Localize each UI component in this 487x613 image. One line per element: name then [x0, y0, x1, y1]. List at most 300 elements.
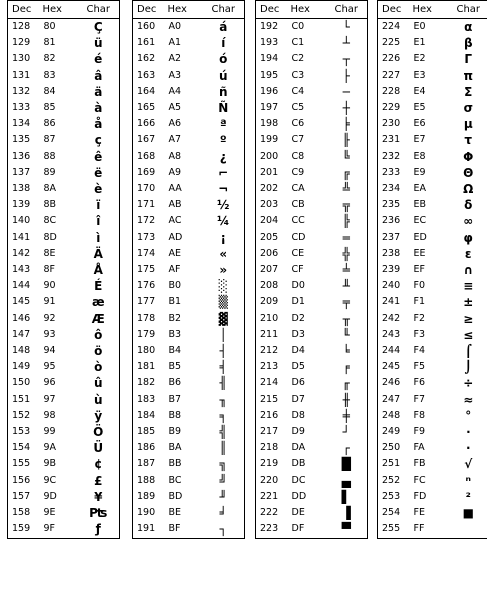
char-cell: ░ [218, 279, 228, 294]
dec-cell: 218 [260, 442, 279, 454]
hex-cell: F3 [413, 328, 426, 340]
hex-cell: BC [168, 474, 182, 486]
dec-cell: 171 [137, 199, 156, 211]
table-row [378, 149, 487, 165]
char-cell: · [465, 441, 471, 456]
hex-cell: AB [168, 199, 182, 211]
char-cell: ≤ [463, 327, 474, 342]
dec-cell: 175 [137, 264, 156, 276]
table-row [256, 456, 368, 472]
dec-cell: 242 [382, 312, 401, 324]
char-cell: ╢ [219, 376, 227, 391]
char-cell: ╧ [342, 263, 350, 278]
dec-cell: 249 [382, 426, 401, 438]
hex-cell: A0 [168, 21, 182, 32]
char-cell: φ [463, 230, 473, 245]
dec-cell: 177 [137, 296, 156, 308]
hex-cell: FC [413, 474, 426, 486]
dec-cell: 161 [137, 37, 156, 49]
dec-cell: 245 [382, 361, 401, 373]
table-row [8, 408, 120, 424]
char-cell: ° [465, 408, 472, 423]
char-cell: Ä [93, 246, 103, 261]
table-row [133, 149, 245, 165]
char-cell: Æ [91, 311, 105, 326]
char-cell: ╩ [342, 182, 350, 197]
hex-cell: EE [413, 247, 426, 259]
dec-cell: 141 [12, 231, 31, 243]
hex-cell: C3 [291, 69, 305, 81]
table-row [256, 311, 368, 327]
char-cell: ╪ [342, 408, 350, 423]
table-row [256, 213, 368, 229]
table-row [8, 327, 120, 343]
table-row [256, 424, 368, 440]
char-cell: ÿ [94, 408, 103, 423]
column-header-char: Char [448, 1, 487, 19]
dec-cell: 197 [260, 102, 279, 114]
hex-cell: 8F [43, 264, 56, 276]
dec-cell: 204 [260, 215, 279, 227]
table-row [378, 278, 487, 294]
hex-cell: 95 [43, 361, 56, 373]
char-cell: ╜ [219, 489, 227, 504]
char-cell: ┐ [219, 522, 227, 537]
table-row [8, 116, 120, 132]
dec-cell: 209 [260, 296, 279, 308]
hex-cell: E6 [413, 118, 426, 130]
char-cell: µ [463, 117, 473, 132]
table-row [378, 213, 487, 229]
dec-cell: 190 [137, 507, 156, 519]
table-row [8, 521, 120, 538]
dec-cell: 166 [137, 118, 156, 130]
dec-cell: 247 [382, 393, 401, 405]
dec-cell: 216 [260, 409, 279, 421]
table-row [8, 311, 120, 327]
char-cell: Σ [464, 84, 473, 99]
dec-cell: 223 [260, 523, 279, 535]
table-row [378, 294, 487, 310]
dec-cell: 186 [137, 442, 156, 454]
table-header-row [8, 1, 120, 19]
hex-cell: AD [168, 231, 183, 243]
hex-cell: 85 [43, 102, 56, 114]
hex-cell: D1 [291, 296, 305, 308]
column-header-dec: Dec [378, 1, 413, 19]
hex-cell: 91 [43, 296, 56, 308]
table-row [8, 343, 120, 359]
char-cell: ú [218, 68, 228, 83]
dec-cell: 232 [382, 150, 401, 162]
hex-cell: CD [291, 231, 306, 243]
dec-cell: 213 [260, 361, 279, 373]
dec-cell: 131 [12, 69, 31, 81]
hex-cell: C2 [291, 53, 305, 65]
table-row [256, 149, 368, 165]
dec-cell: 221 [260, 490, 279, 502]
hex-cell: BE [168, 507, 182, 519]
table-row [133, 181, 245, 197]
table-row [8, 181, 120, 197]
char-cell: τ [464, 133, 473, 148]
hex-cell: B9 [168, 426, 182, 438]
hex-cell: D7 [291, 393, 305, 405]
char-cell: ü [93, 36, 103, 51]
hex-cell: EB [413, 199, 427, 211]
hex-cell: DD [291, 490, 307, 502]
hex-cell: F9 [413, 426, 426, 438]
char-cell: ² [465, 489, 471, 504]
char-cell: æ [91, 295, 105, 310]
hex-cell: A1 [168, 37, 182, 49]
hex-cell: D4 [291, 345, 305, 357]
hex-cell: 89 [43, 166, 56, 178]
char-cell: ö [94, 344, 103, 359]
char-cell: ╡ [219, 360, 227, 375]
table-row [8, 505, 120, 521]
hex-cell: 94 [43, 345, 56, 357]
dec-cell: 182 [137, 377, 156, 389]
table-row [378, 100, 487, 116]
dec-cell: 246 [382, 377, 401, 389]
char-cell: ¡ [220, 230, 226, 245]
dec-cell: 133 [12, 102, 31, 114]
dec-cell: 198 [260, 118, 279, 130]
char-cell: » [219, 263, 228, 278]
char-cell: ▓ [218, 311, 228, 326]
table-row [256, 68, 368, 84]
char-cell: Ç [93, 20, 103, 34]
char-cell: ⌐ [218, 165, 229, 180]
dec-cell: 208 [260, 280, 279, 292]
hex-cell: B7 [168, 393, 182, 405]
table-row [8, 246, 120, 262]
table-row [378, 521, 487, 538]
dec-cell: 143 [12, 264, 31, 276]
char-cell [448, 521, 487, 538]
char-cell: ▐ [341, 506, 351, 521]
dec-cell: 202 [260, 183, 279, 195]
table-row [133, 246, 245, 262]
dec-cell: 128 [12, 21, 31, 32]
char-cell: ƒ [95, 522, 101, 537]
dec-cell: 212 [260, 345, 279, 357]
table-row [256, 116, 368, 132]
table-row [378, 489, 487, 505]
char-cell: ╣ [219, 425, 227, 440]
char-cell: î [96, 214, 101, 229]
hex-cell: E7 [413, 134, 426, 146]
hex-cell: E4 [413, 85, 426, 97]
table-row [8, 230, 120, 246]
hex-cell: FE [413, 507, 425, 519]
dec-cell: 185 [137, 426, 156, 438]
char-cell: ╙ [342, 327, 350, 342]
char-cell: ╨ [342, 279, 350, 294]
table-row [133, 165, 245, 181]
hex-cell: 9D [43, 490, 57, 502]
hex-cell: 99 [43, 426, 56, 438]
hex-cell: C4 [291, 85, 305, 97]
hex-cell: A8 [168, 150, 182, 162]
hex-cell: AF [168, 264, 181, 276]
char-cell: ç [94, 133, 102, 148]
table-row [378, 343, 487, 359]
table-row [378, 51, 487, 67]
hex-cell: E9 [413, 166, 426, 178]
dec-cell: 187 [137, 458, 156, 470]
char-cell: ■ [462, 506, 474, 521]
column-header-dec: Dec [256, 1, 291, 19]
hex-cell: 93 [43, 328, 56, 340]
char-cell: ┌ [342, 441, 350, 456]
table-row [256, 19, 368, 36]
char-cell: ÷ [463, 376, 474, 391]
table-row [8, 51, 120, 67]
char-cell: π [463, 68, 473, 83]
char-cell: ╟ [342, 133, 350, 148]
table-row [8, 424, 120, 440]
hex-cell: FD [413, 490, 427, 502]
table-row [378, 181, 487, 197]
dec-cell: 210 [260, 312, 279, 324]
hex-cell: F0 [413, 280, 426, 292]
char-cell: ┤ [219, 344, 227, 359]
table-row [256, 197, 368, 213]
dec-cell: 250 [382, 442, 401, 454]
table-row [378, 84, 487, 100]
hex-cell: EA [413, 183, 427, 195]
dec-cell: 238 [382, 247, 401, 259]
hex-cell: 8D [43, 231, 57, 243]
table-row [133, 327, 245, 343]
hex-cell: BB [168, 458, 182, 470]
dec-cell: 254 [382, 507, 401, 519]
dec-cell: 224 [382, 21, 401, 32]
dec-cell: 234 [382, 183, 401, 195]
dec-cell: 137 [12, 166, 31, 178]
table-row [133, 132, 245, 148]
table-row [256, 392, 368, 408]
char-cell: ╠ [342, 214, 350, 229]
table-row [133, 294, 245, 310]
table-row [133, 343, 245, 359]
char-cell: Ñ [218, 101, 229, 116]
table-row [8, 197, 120, 213]
hex-cell: D9 [291, 426, 305, 438]
table-row [133, 68, 245, 84]
hex-cell: F5 [413, 361, 426, 373]
table-row [378, 392, 487, 408]
table-row [133, 262, 245, 278]
hex-cell: BF [168, 523, 181, 535]
hex-cell: BA [168, 442, 182, 454]
table-row [378, 375, 487, 391]
dec-cell: 227 [382, 69, 401, 81]
char-cell: º [219, 133, 227, 148]
hex-cell: B0 [168, 280, 182, 292]
dec-cell: 150 [12, 377, 31, 389]
table-row [256, 294, 368, 310]
hex-cell: DB [291, 458, 306, 470]
char-cell: ⁿ [465, 473, 471, 488]
column-header-hex: Hex [291, 1, 326, 19]
char-cell: ╫ [342, 392, 350, 407]
table-row [8, 35, 120, 51]
char-cell: ê [94, 149, 103, 164]
char-cell: ╞ [342, 117, 350, 132]
column-header-hex: Hex [413, 1, 448, 19]
table-row [8, 84, 120, 100]
dec-cell: 176 [137, 280, 156, 292]
dec-cell: 139 [12, 199, 31, 211]
char-cell: ∙ [465, 425, 471, 440]
column-header-char: Char [326, 1, 368, 19]
hex-cell: CA [291, 183, 305, 195]
table-row [133, 100, 245, 116]
char-cell: └ [342, 20, 350, 34]
dec-cell: 253 [382, 490, 401, 502]
table-row [256, 230, 368, 246]
char-cell: Ü [93, 441, 104, 456]
table-row [256, 359, 368, 375]
char-cell: ╛ [219, 506, 227, 521]
char-cell: Å [93, 263, 103, 278]
ascii-table-2 [132, 0, 245, 539]
table-row [256, 35, 368, 51]
dec-cell: 138 [12, 183, 31, 195]
table-row [133, 84, 245, 100]
char-cell: δ [464, 198, 473, 213]
char-cell: ═ [342, 230, 350, 245]
hex-cell: 83 [43, 69, 56, 81]
table-row [8, 278, 120, 294]
hex-cell: ED [413, 231, 427, 243]
hex-cell: B5 [168, 361, 182, 373]
table-row [8, 132, 120, 148]
table-row [8, 100, 120, 116]
dec-cell: 179 [137, 328, 156, 340]
ascii-table-3 [255, 0, 368, 539]
char-cell: Θ [463, 165, 474, 180]
char-cell: ▌ [341, 489, 351, 504]
table-row [133, 424, 245, 440]
table-row [8, 456, 120, 472]
hex-cell: 97 [43, 393, 56, 405]
table-row [133, 278, 245, 294]
dec-cell: 243 [382, 328, 401, 340]
hex-cell: C1 [291, 37, 305, 49]
dec-cell: 152 [12, 409, 31, 421]
char-cell: ╥ [342, 311, 350, 326]
char-cell: ù [93, 392, 103, 407]
char-cell: ┴ [342, 36, 350, 51]
hex-cell: E1 [413, 37, 426, 49]
char-cell: í [221, 36, 226, 51]
dec-cell: 228 [382, 85, 401, 97]
dec-cell: 157 [12, 490, 31, 502]
dec-cell: 134 [12, 118, 31, 130]
column-header-char: Char [78, 1, 120, 19]
table-row [256, 246, 368, 262]
char-cell: ¢ [94, 457, 103, 472]
dec-cell: 163 [137, 69, 156, 81]
dec-cell: 173 [137, 231, 156, 243]
char-cell: á [219, 20, 228, 34]
dec-cell: 226 [382, 53, 401, 65]
hex-cell: C7 [291, 134, 305, 146]
dec-cell: 200 [260, 150, 279, 162]
dec-cell: 181 [137, 361, 156, 373]
char-cell: ▀ [341, 522, 351, 537]
dec-cell: 252 [382, 474, 401, 486]
hex-cell: A5 [168, 102, 182, 114]
hex-cell: DE [291, 507, 305, 519]
char-cell: ï [96, 198, 101, 213]
table-row [133, 19, 245, 36]
dec-cell: 130 [12, 53, 31, 65]
dec-cell: 235 [382, 199, 401, 211]
char-cell: ┬ [342, 52, 350, 67]
dec-cell: 241 [382, 296, 401, 308]
hex-cell: F7 [413, 393, 426, 405]
dec-cell: 147 [12, 328, 31, 340]
table-row [378, 424, 487, 440]
hex-cell: 8E [43, 247, 56, 259]
table-row [256, 132, 368, 148]
table-row [8, 375, 120, 391]
char-cell: ≡ [463, 279, 474, 294]
column-header-dec: Dec [133, 1, 168, 19]
dec-cell: 170 [137, 183, 156, 195]
char-cell: ε [464, 246, 472, 261]
column-header-char: Char [203, 1, 245, 19]
hex-cell: B8 [168, 409, 182, 421]
dec-cell: 206 [260, 247, 279, 259]
char-cell: ╤ [342, 295, 350, 310]
dec-cell: 211 [260, 328, 279, 340]
table-row [378, 262, 487, 278]
dec-cell: 195 [260, 69, 279, 81]
hex-cell: AA [168, 183, 182, 195]
char-cell: Ω [463, 182, 474, 197]
dec-cell: 164 [137, 85, 156, 97]
dec-cell: 192 [260, 21, 279, 32]
table-row [256, 181, 368, 197]
hex-cell: C6 [291, 118, 305, 130]
table-row [8, 262, 120, 278]
char-cell: ⌡ [464, 360, 472, 375]
table-row [378, 116, 487, 132]
dec-cell: 188 [137, 474, 156, 486]
char-cell: ┘ [342, 425, 350, 440]
table-row [378, 473, 487, 489]
dec-cell: 160 [137, 21, 156, 32]
char-cell: ≥ [463, 311, 474, 326]
hex-cell: 8B [43, 199, 57, 211]
dec-cell: 144 [12, 280, 31, 292]
hex-cell: C8 [291, 150, 305, 162]
char-cell: ¿ [219, 149, 227, 164]
table-row [256, 473, 368, 489]
hex-cell: DF [291, 523, 305, 535]
dec-cell: 230 [382, 118, 401, 130]
char-cell: ≈ [463, 392, 474, 407]
dec-cell: 148 [12, 345, 31, 357]
hex-cell: C0 [291, 21, 305, 32]
table-row [8, 294, 120, 310]
